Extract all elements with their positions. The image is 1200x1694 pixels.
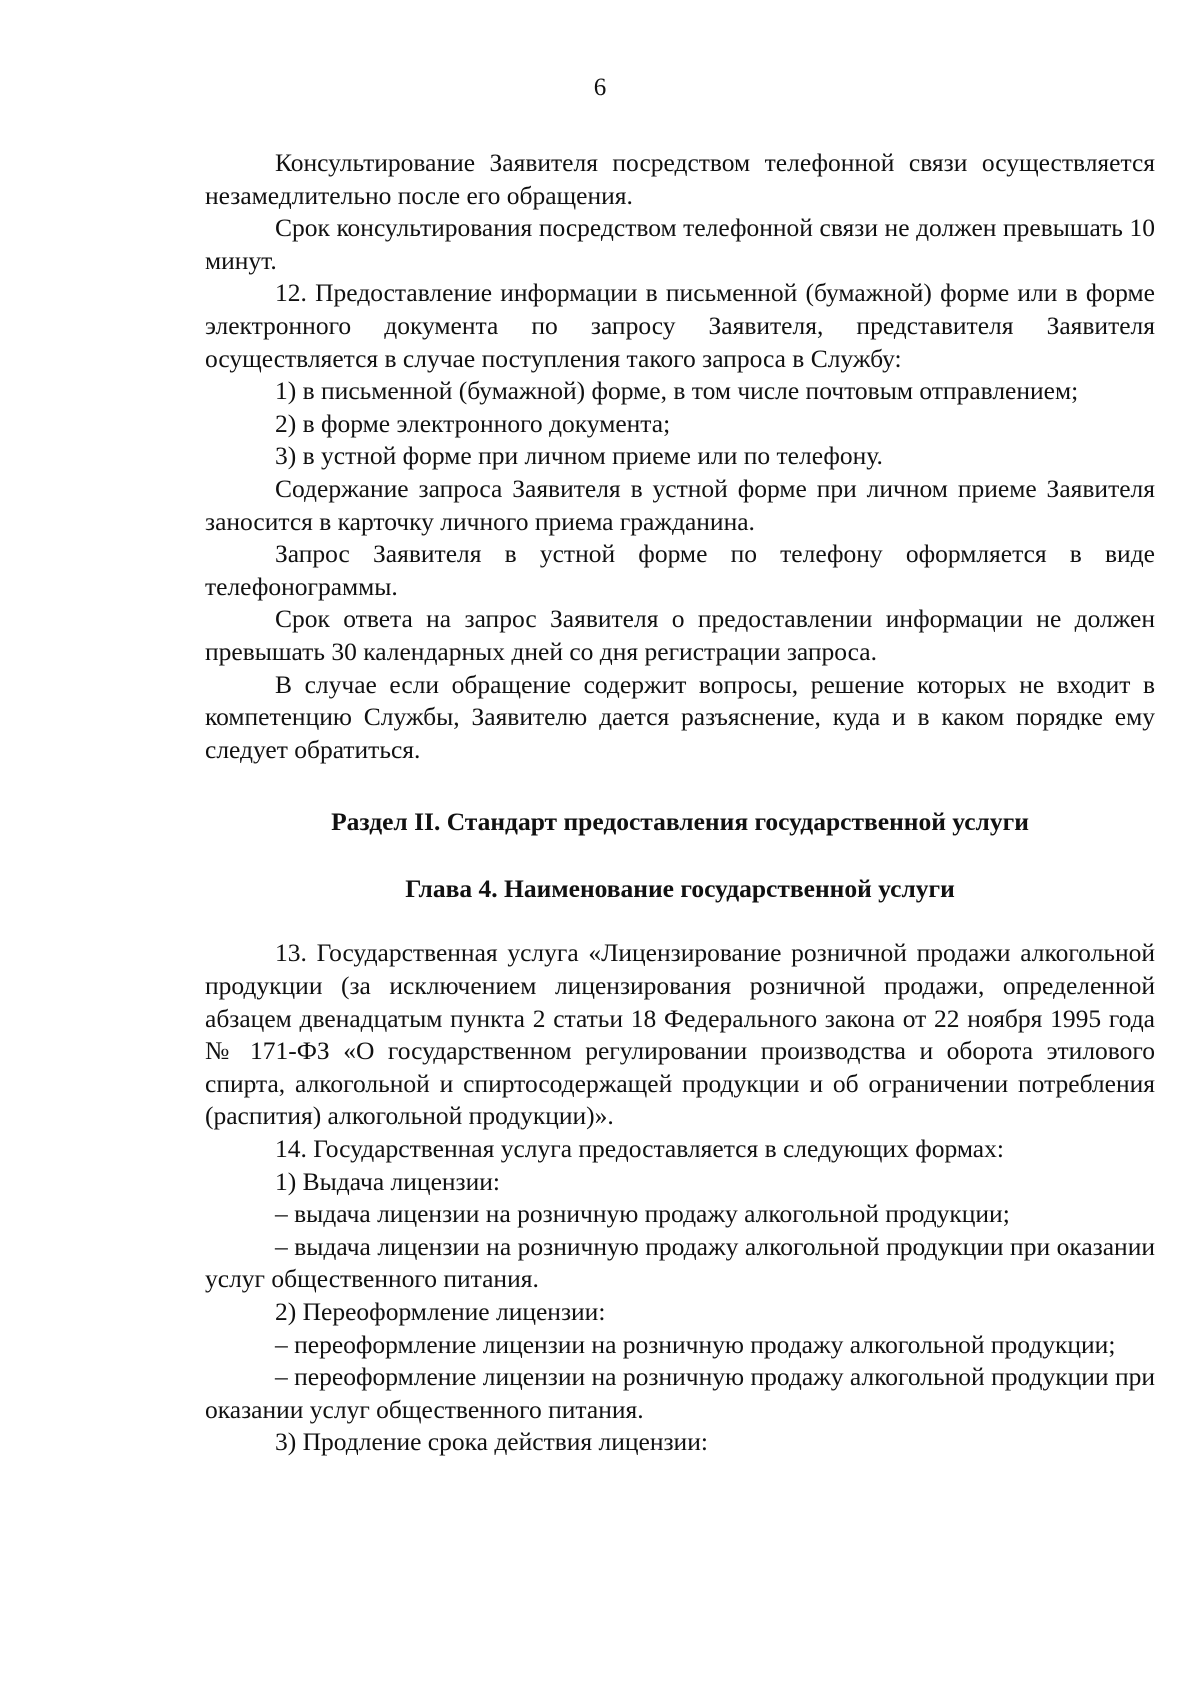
document-body bbox=[205, 147, 1155, 1459]
paragraph-item-12: 12. Предоставление информации в письменной (бумажной) форме или в форме электронного документа по запросу Заявителя, представителя Заявителя осуществляется в случае поступления такого запроса в Службу: bbox=[205, 278, 1155, 373]
list-item-written-form: 1) в письменной (бумажной) форме, в том числе почтовым отправлением; bbox=[275, 376, 1079, 406]
list-item-oral-form: 3) в устной форме при личном приеме или по телефону. bbox=[275, 441, 883, 471]
spacer bbox=[205, 766, 1155, 806]
paragraph-item-14: 14. Государственная услуга предоставляется в следующих формах: bbox=[275, 1134, 1004, 1164]
spacer bbox=[205, 905, 1155, 937]
section-heading: Раздел II. Стандарт предоставления государственной услуги bbox=[331, 807, 1029, 837]
list-item-electronic-form: 2) в форме электронного документа; bbox=[275, 408, 671, 438]
paragraph-item-13: 13. Государственная услуга «Лицензирование розничной продажи алкогольной продукции (за исключением лицензирования розничной продажи, определенной абзацем двенадцатым пункта 2 статьи 18 Федерального закона от 22 ноября 1995 года № 171-ФЗ «О государственном регулировании производства и оборота этилового спирта, алкогольной и спиртосодержащей продукции и об ограничении потребления (распития) алкогольной продукции)». bbox=[205, 938, 1155, 1131]
page-number: 6 bbox=[593, 74, 607, 101]
paragraph-consultation-duration: Срок консультирования посредством телефонной связи не должен превышать 10 минут. bbox=[205, 213, 1155, 275]
list-item-reissue-retail: – переоформление лицензии на розничную продажу алкогольной продукции; bbox=[275, 1329, 1116, 1359]
paragraph-oral-request-content: Содержание запроса Заявителя в устной форме при личном приеме Заявителя заносится в карточку личного приема гражданина. bbox=[205, 473, 1155, 536]
chapter-heading: Глава 4. Наименование государственной услуги bbox=[405, 873, 955, 903]
list-item-reissue-catering: – переоформление лицензии на розничную продажу алкогольной продукции при оказании услуг общественного питания. bbox=[205, 1362, 1155, 1424]
list-item-license-extension: 3) Продление срока действия лицензии: bbox=[275, 1427, 708, 1457]
list-item-issue-catering: – выдача лицензии на розничную продажу алкогольной продукции при оказании услуг общественного питания. bbox=[205, 1231, 1155, 1294]
list-item-issue-retail: – выдача лицензии на розничную продажу алкогольной продукции; bbox=[275, 1199, 1010, 1229]
spacer bbox=[205, 839, 1155, 873]
paragraph-phone-request: Запрос Заявителя в устной форме по телефону оформляется в виде телефонограммы. bbox=[205, 539, 1155, 601]
paragraph-outside-competence: В случае если обращение содержит вопросы, решение которых не входит в компетенцию Службы, Заявителю дается разъяснение, куда и в каком порядке ему следует обратиться. bbox=[205, 669, 1155, 764]
paragraph-response-deadline: Срок ответа на запрос Заявителя о предоставлении информации не должен превышать 30 календарных дней со дня регистрации запроса. bbox=[205, 604, 1155, 666]
list-item-license-issue: 1) Выдача лицензии: bbox=[275, 1166, 500, 1196]
paragraph-consultation-phone: Консультирование Заявителя посредством телефонной связи осуществляется незамедлительно после его обращения. bbox=[205, 148, 1155, 210]
list-item-license-reissue: 2) Переоформление лицензии: bbox=[275, 1297, 606, 1326]
